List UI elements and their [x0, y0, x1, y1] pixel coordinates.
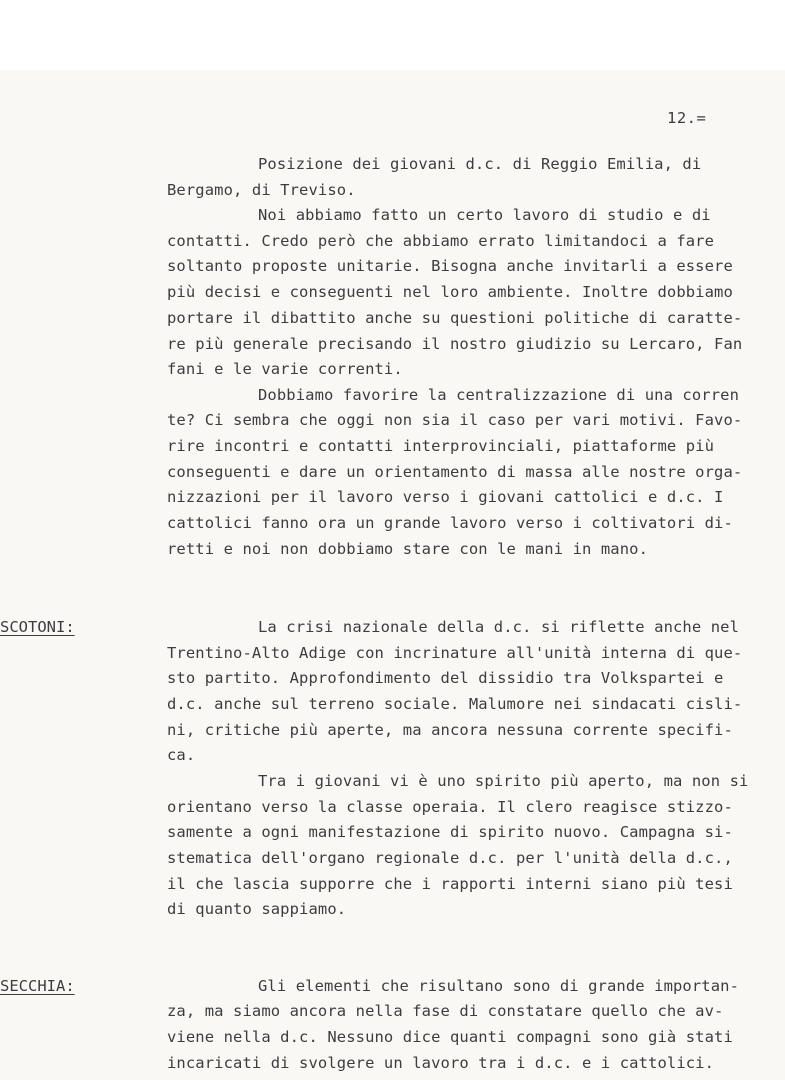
text-line: samente a ogni manifestazione di spirito nuovo. Campagna si- — [167, 823, 733, 841]
text-line: Posizione dei giovani d.c. di Reggio Emilia, di — [258, 155, 702, 173]
text-line: fani e le varie correnti. — [167, 360, 403, 378]
text-line: re più generale precisando il nostro giudizio su Lercaro, Fan — [167, 335, 743, 353]
text-line: Bergamo, di Treviso. — [167, 181, 356, 199]
text-line: sto partito. Approfondimento del dissidio tra Volkspartei e — [167, 669, 724, 687]
text-line: di quanto sappiamo. — [167, 900, 347, 918]
speaker-label: SCOTONI: — [0, 618, 75, 636]
text-line: nizzazioni per il lavoro verso i giovani cattolici e d.c. I — [167, 488, 724, 506]
text-line: rire incontri e contatti interprovinciali, piattaforme più — [167, 437, 715, 455]
text-line: za, ma siamo ancora nella fase di constatare quello che av- — [167, 1002, 724, 1020]
text-line: ni, critiche più aperte, ma ancora nessuna corrente specifi- — [167, 721, 733, 739]
text-line: Dobbiamo favorire la centralizzazione di una corren — [258, 386, 740, 404]
speaker-label: SECCHIA: — [0, 977, 75, 995]
text-line: ca. — [167, 746, 196, 764]
text-line: più decisi e conseguenti nel loro ambiente. Inoltre dobbiamo — [167, 283, 733, 301]
text-line: Noi abbiamo fatto un certo lavoro di studio e di — [258, 206, 711, 224]
text-line: te? Ci sembra che oggi non sia il caso per vari motivi. Favo- — [167, 411, 743, 429]
text-line: incaricati di svolgere un lavoro tra i d.c. e i cattolici. — [167, 1054, 715, 1072]
page-number: 12.= — [667, 109, 707, 127]
text-line: Trentino-Alto Adige con incrinature all'unità interna di que- — [167, 644, 743, 662]
text-line: stematica dell'organo regionale d.c. per l'unità della d.c., — [167, 849, 733, 867]
text-line: retti e noi non dobbiamo stare con le mani in mano. — [167, 540, 649, 558]
text-line: conseguenti e dare un orientamento di massa alle nostre orga- — [167, 463, 743, 481]
text-line: il che lascia supporre che i rapporti interni siano più tesi — [167, 875, 733, 893]
text-line: orientano verso la classe operaia. Il clero reagisce stizzo- — [167, 798, 733, 816]
text-line: d.c. anche sul terreno sociale. Malumore nei sindacati cisli- — [167, 695, 743, 713]
text-line: portare il dibattito anche su questioni politiche di caratte- — [167, 309, 743, 327]
text-line: La crisi nazionale della d.c. si riflette anche nel — [258, 618, 740, 636]
text-line: Tra i giovani vi è uno spirito più aperto, ma non si — [258, 772, 749, 790]
text-line: viene nella d.c. Nessuno dice quanti compagni sono già stati — [167, 1028, 733, 1046]
text-line: soltanto proposte unitarie. Bisogna anche invitarli a essere — [167, 257, 733, 275]
text-line: contatti. Credo però che abbiamo errato limitandoci a fare — [167, 232, 715, 250]
text-line: Gli elementi che risultano sono di grande importan- — [258, 977, 740, 995]
text-line: cattolici fanno ora un grande lavoro verso i coltivatori di- — [167, 514, 733, 532]
